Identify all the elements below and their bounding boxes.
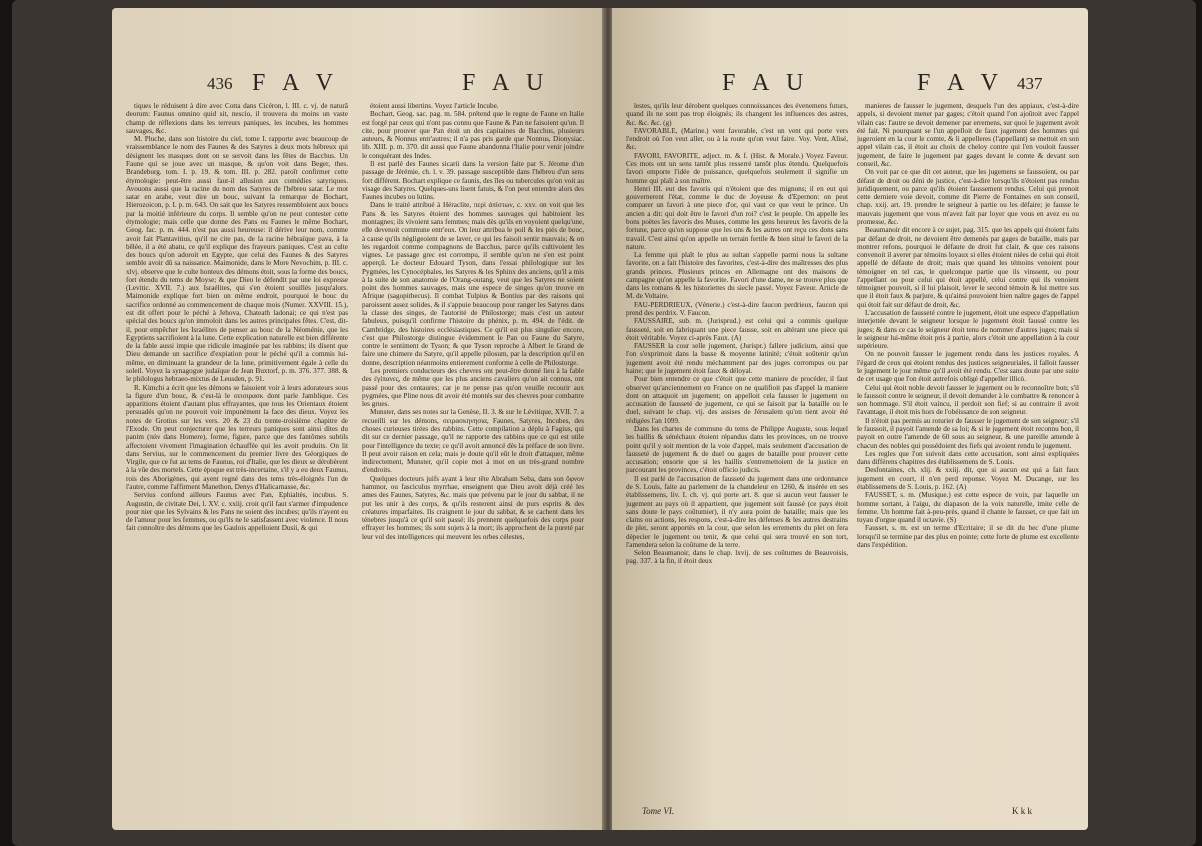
right-page-column-1 [626, 102, 848, 802]
left-page-column-2 [362, 102, 584, 802]
paragraph: Henri III. eut des favoris qui n'étoient que des mignons; il en eut qui gouvernerent l'état, comme le duc de Joyeuse & d'Epernon: on peut comparer un favori à une piece d'or, qui vaut ce que veut le prince. Un ancien a dit: qui doit être le favori d'un roi? c'est le peuple. On appelle les bons poëtes les favoris des Muses, comme les gens heureux les favoris de la fortune, parce qu'on suppose que les uns & les autres ont reçu ces dons sans travail. C'est ainsi qu'on appelle un terrain fertile & bien situé le favori de la nature. [626, 184, 848, 251]
running-head-right-column: F A U [462, 70, 550, 96]
paragraph: manieres de fausser le jugement, desquels l'un des appiaux, c'est-à-dire appels, si devoient mener par gages; c'étoit quand l'on ajoûtoit avec l'appel vilain cas: l'autre se devoit demener par erremens, sur quoi le jugement avoit été fait. Ni pourquant se l'un appelloit de faux jugement des hommes qui jugeroient en la cour le comte, & li appelleres (l'appellant) se mettoit en son appel vilain cas, il étoit au choix de cheloy contre qui l'en vouloit fausser jugement, de faire le jugement par gages devant le comte & devant son conseil, &c. [857, 102, 1079, 168]
paragraph: Dans les chartes de commune du tems de Philippe Auguste, sous lequel les baillis & sénéchaux étoient répandus dans les provinces, on ne trouve point qu'il y soit mention de la voie d'appel, mais seulement d'accusation de fausseté de jugement & de duel ou gages de bataille pour prouver cette accusation; ensorte que si les baillis s'entremettoient de la justice en parcourant les provinces, c'étoit officio judicis. [626, 424, 848, 475]
paragraph: Bochart, Geog. sac. pag. m. 584. prétend que le regne de Faune en Italie est forgé par ceux qui n'ont pas connu que Faune & Pan ne faisoient qu'un. Il cite, pour prouver que Pan étoit un des capitaines de Bacchus, plusieurs auteurs, & Nonnus entr'autres; il n'a pas pris garde que Nonnus, Dionysiac. lib. XIII. p. m. 370. dit aussi que Faune abandonna l'Italie pour venir joindre le conquérant des Indes. [362, 110, 584, 160]
paragraph: Les premiers conducteurs des chevres ont peut-être donné lieu à la fable des ἐγίπανες, de même que les plus anciens cavaliers qu'on ait connus, ont passé pour des centaures; car je ne pense pas qu'on veuille recourir aux pygmées, que Pline nous dit avoir été montés sur des chevres pour combattre les grues. [362, 367, 584, 409]
paragraph: étoient aussi libertins. Voyez l'article Incube. [370, 102, 499, 110]
paragraph: M. Pluche, dans son histoire du ciel, tome I. rapporte avec beaucoup de vraissemblance le nom des Faunes & des Satyres à deux mots hébreux qui désignent les masques dont on se servoit dans les fêtes de Bacchus. Un Faune qui se joue avec un masque, & qu'on voit dans Beger, thes. Brandeburg. tom. I. p. 19. & tom. III. p. 282. paroît confirmer cette étymologie: peut-être aussi faut-il allusion aux comédies satyriques. Avouons aussi que la racine du nom des Satyres de l'hébreu satar. Le mot satar en arabe, veut dire un bouc, suivant la remarque de Bochart, Hierozoicon, p. I. p. m. 643. On sait que les Satyres ressembloient aux boucs par la moitié inférieure du corps. Il semble qu'on ne peut contester cette étymologie; mais celle que donne des Pans ou Faunes le même Bochart, Geog. fac. p. m. 444. n'est pas aussi heureuse: il dérive leur nom, comme avoit fait Plantavitius, qu'il ne cite pas, de la racine hébraïque pava, à la bêlée, il a été abatu, ce qu'il explique des frayeurs paniques. C'est au culte des boucs qu'on adoroit en Egypte, que celui des Faunes & des Satyres semble avoir dû sa naissance. Maimonide, dans le More Nevochim, p. III. c. xlvj. observe que le culte honteux des démons étoit, sous la forme des boucs, fort étendu du tems de Moyse; & que Dieu le défendit par une loi expresse (Levitic. XVII. 7.) aux Israélites, qui s'en étoient souillés jusqu'alors. Maimonide explique fort bien un même endroit, pourquoi le bouc du sacrifice ordonné au commencement de chaque mois (Numer. XXVIII. 15.), est dit offert pour le péché à Jehova, Chateath ladonai; ce qui n'est pas spécial des boucs qu'on immoloit dans les autres principales fêtes. C'est, dit-il, pour empêcher les Israélites de penser au bouc de la Néoménie, que les Egyptiens sacrifioient à la lune. Cette explication naturelle est bien différente de la fable aussi impie que ridicule imaginée par les rabbins; ils disent que Dieu demande un sacrifice d'expiation pour le péché qu'il a commis lui-même, en diminuant la grandeur de la lune, primitivement égale à celle du soleil. Voyez la synagogue judaïque de Jean Buxtorf, p. m. 376. 377. 388. & le philologus hebraeo-mixtus de Leusden, p. 91. [126, 135, 348, 384]
page-number-right: 437 [1017, 74, 1043, 93]
paragraph: FAUSSAIRE, sub. m. (Jurisprud.) est celui qui a commis quelque fausseté, soit en fabriquant une piece fausse, soit en altérant une piece qui étoit véritable. Voyez ci-après Faux. (A) [626, 317, 848, 342]
page-number-left: 436 [207, 74, 233, 93]
paragraph: FAVORABLE, (Marine.) vent favorable, c'est un vent qui porte vers l'endroit où l'on veut aller, ou à la route qu'on veut faire. Voy. Vent, Alisé, &c. [626, 126, 848, 152]
paragraph: La femme qui plaît le plus au sultan s'appelle parmi nous la sultane favorite, on a fait l'histoire des favorites, c'est-à-dire des maîtresses des plus grands princes. Plusieurs princes en Allemagne ont des maisons de campagne qu'on appelle la favorite. Favori d'une dame, ne se trouve plus que dans les romans & les historiettes du siecle passé. Voyez Faveur. Article de M. de Voltaire. [626, 251, 848, 301]
paragraph: Il n'étoit pas permis au roturier de fausser le jugement de son seigneur; s'il le faussoit, il payoit l'amende de sa loi; & si le jugement étoit reconnu bon, il payoit en outre l'amende de 60 sous au seigneur, & une pareille amende à chacun des nobles qui possédoient des fiefs qui avoient rendu le jugement. [857, 416, 1079, 450]
paragraph: FAUSSER la cour selle jugement, (Jurispr.) fallere judicium, ainsi que l'on s'exprimoit dans la basse & moyenne latinité; c'étoit soûtenir qu'un jugement avoit été rendu méchamment par des juges corrompus ou par haine; que le jugement étoit faux & déloyal. [626, 342, 848, 375]
running-head-left-column: F A V [252, 70, 339, 96]
paragraph: On ne pouvoit fausser le jugement rendu dans les justices royales. A l'égard de ceux qui étoient rendus des justices seigneuriales, il falloit fausser le jugement le jour même qu'il avoit été rendu. C'est sans doute par une suite de cet usage que l'on étoit autrefois obligé d'appeller illicò. [857, 350, 1079, 384]
paragraph: On voit par ce que dit cet auteur, que les jugemens se faussoient, ou par défaut de droit ou déni de justice, c'est-à-dire lorsqu'ils n'étoient pas rendus juridiquement, ou parce qu'ils étoient faussement rendus. Celui qui prenoit cette derniere voie devoit, comme dit Pierre de Fontaines en son conseil, chap. xxij. art. 19. prendre le seigneur à partie ou les défaire; je fausse le mauvais jugement que vous m'avez fait par loyer que vous en avez eu ou promesse, &c. [857, 168, 1079, 226]
paragraph: FAVORI, FAVORITE, adject. m. & f. (Hist. & Morale.) Voyez Faveur. Ces mots ont un sens tantôt plus resserré tantôt plus étendu. Quelquefois favori emporte l'idée de puissance, quelquefois seulement il signifie un homme qui plaît à son maître. [626, 151, 848, 185]
running-head-right-column: F A V [917, 70, 1004, 96]
book-spread [12, 0, 1196, 846]
paragraph: Beaumanoir dit encore à ce sujet, pag. 315. que les appels qui étoient faits par défaut de droit, ne devoient être demenés par gages de bataille, mais par montrer refons, pourquoi le défaute de droit fut clair, & que ces raisons convenoit il averer par témoins loyaux si elles étoient niées de celui qui étoit appellé de défaute de droit; mais que quand les témoins venoient pour témoigner en tel cas, le quelconque partie que ils vinssent, ou pour l'appellant ou pour celui qui étoit appellé, celui contre qui ils venoient témoigner pouvoit, si il lui plaisoit, lever le second témoin & lui mettre sus que il étoit faux & parjure, & qu'ainsi pouvoient bien naître gages de l'appel qui étoit fait sur défaut de droit, &c. [857, 226, 1079, 309]
paragraph: FAU-PERDRIEUX, (Vénerie.) c'est-à-dire faucon perdrieux, faucon qui prend des perdrix. V. Faucon. [626, 300, 848, 318]
left-page-column-1 [126, 102, 348, 802]
paragraph: Fausset, s. m. est un terme d'Ecritaire; il se dit du bec d'une plume lorsqu'il se termine par des plus en pointe; cette forte de plume est excellente dans l'expédition. [857, 524, 1079, 549]
paragraph: FAUSSET, s. m. (Musique.) est cette espece de voix, par laquelle un homme sortant, à l'aigu, du diapason de la voix naturelle, imite celle de femme. Un homme fait à-peu-près, quand il chante le fausset, ce que fait un tuyau d'orgue quand il octavie. (S) [857, 491, 1079, 525]
paragraph: Selon Beaumanoir, dans le chap. lxvij. de ses coûtumes de Beauvoisis, pag. 337. à la fin, il étoit deux [626, 549, 848, 566]
volume-footer: Tome VI. [642, 806, 675, 816]
paragraph: Les regles que l'on suivoit dans cette accusation, sont ainsi expliquées dans différens chapitres des établissemens de S. Louis. [857, 449, 1079, 467]
paragraph: R. Kimchi a écrit que les démons se faisoient voir à leurs adorateurs sous la figure d'un bouc, & c'est-là le σεισιρασκ dont parle Jamblique. Ces apparitions étoient d'autant plus effrayantes, que tous les Orientaux étoient persuadés qu'on ne pouvoit voir impunément la face des dieux. Voyez les notes de Grotius sur les vers. 20 & 23 du trente-troisième chapitre de l'Exode. On peut conjecturer que les terreurs paniques sont ainsi dites du panim (πάν dans Homere), forme, figure, parce que des fantômes subtils affectoient vivement l'imagination échauffée qui les avoit produits. On lit dans Servius, sur le commencement du premier livre des Géorgiques de Virgile, que ce fut au tems de Faunus, roi d'Italie, que les dieux se dérobèrent à la vûe des mortels. Cette époque est très-incertaine, s'il y a eu deux Faunus, rois des Aborigènes, qui ayent regné dans des tems très-éloignés l'un de l'autre, comme l'affirment Manethon, Denys d'Halicarnasse, &c. [126, 383, 348, 491]
signature-mark: K k k [1012, 806, 1032, 816]
left-page [112, 8, 604, 830]
paragraph: lestes, qu'ils leur dérobent quelques connoissances des évenemens futurs, quand ils ne sont pas trop éloignés; ils changent les influences des astres, &c. &c. &c. (g) [626, 102, 848, 127]
paragraph: Quelques docteurs juifs ayant à leur tête Abraham Seba, dans son ὄφνον hammor, ou fasciculus myrrhae, enseignent que Dieu avoit déjà créé les ames des Faunes, Satyres, &c. mais que prévenu par le jour du sabbat, il ne put les unir à des corps, & qu'ils resterent ainsi de purs esprits & des créatures imparfaites. Ils craignent le jour du sabbat, & se cachent dans les ténebres jusqu'à ce qu'il soit passé; ils prennent quelquefois des corps pour effrayer les hommes; ils sont sujets à la mort; ils approchent de la pureté par leur vol des intelligences qui meuvent les orbes célestes, [362, 474, 584, 541]
paragraph: Munster, dans ses notes sur la Genèse, II. 3. & sur le Lévitique, XVII. 7. a recueilli sur les démons, σειρασκηνησια, Faunes, Satyres, Incubes, des choses curieuses tirées des rabbins. Cette compilation a déplu à Fagius, qui dit sur ce dernier passage, qu'il ne rapporte des rabbins que ce qui est utile pour l'intelligence du texte; ce qu'il avoit annoncé dès la préface de son livre. Il peut avoir raison en cela; mais je doute qu'il eût le droit d'attaquer, même indirectement, Munster, qu'il copie mot à mot en un très-grand nombre d'endroits. [362, 408, 584, 475]
paragraph: Il est parlé des Faunes sicarii dans la version faite par S. Jérome d'un passage de Jérémie, ch. l. v. 39. passage susceptible dans l'hébreu d'un sens fort différent. Bochart explique ce faunis, des îles ou tubercules qu'on voit au visage des Satyres. Quelques-uns lisent fatuis, & l'on peut entendre alors des Faunes incubes ou lutins. [362, 159, 584, 202]
paragraph: tiques le réduisent à dire avec Cotta dans Cicéron, l. III. c. vj. de naturâ deorum: Faunus omnino quid sit, nescio, il trouvera du moins un vaste champ de réflexions dans les terreurs paniques, les incubes, les hommes sauvages, &c. [126, 102, 348, 135]
paragraph: Dans le traité attribué à Héraclite, περὶ ἀπίστων, c. xxv. on voit que les Pans & les Satyres étoient des hommes sauvages qui habitoient les montagnes; ils vivoient sans femmes; mais dès qu'ils en voyoient quelqu'une, elle devenoit commune entr'eux. On leur attribua le poil & les piés de bouc, à cause qu'ils négligeoient de se laver, ce qui les faisoit sentir mauvais; & on les regardoit comme compagnons de Bacchus, parce qu'ils cultivoient les vignes. Le passage grec est corrompu, il semble qu'on ne s'en est point apperçû. Le docteur Edouard Tyson, dans l'essai philologique sur les Pygmées, les Cynocéphales, les Satyres & les Sphinx des anciens, qu'il a mis à la suite de son anatomie de l'Orang-outang, veut que les Satyres ne soient point des hommes sauvages, mais une espece de singes qu'on trouve en Afrique (sagopithecus). Il combat Tulpius & Bontius par des raisons qui paroissent assez solides, & il s'appuie beaucoup pour ranger les Satyres dans la classe des singes, de l'autorité de Philostorge; mais c'est un auteur fabuleux, puisqu'il confirme l'histoire du phénix, p. m. 494. de l'édit. de Cambridge, des histoires ecclésiastiques. Ce qu'il est plus singulier encore, c'est que Philostorge distingue évidemment le Pan ou Faune du Satyre, contre le sentiment de Tyson; & que Tyson reproche à Albert le Grand de faire une chimere du Satyre, qu'il appelle pilosum, par la description qu'il en donne, description néanmoins entierement conforme à celle de Philostorge. [362, 201, 584, 367]
paragraph: Pour bien entendre ce que c'étoit que cette maniere de procéder, il faut observer qu'anciennement en France on ne qualifioit pas d'appel la maniere dont on attaquoit un jugement; on appelloit cela fausser le jugement ou accusation de fausseté de jugement, ce qui se faisoit par la bataille ou le duel, suivant le chap. vij. des assises de Jérusalem qu'on tient avoir été rédigées l'an 1099. [626, 375, 848, 425]
right-page-column-2 [857, 102, 1079, 802]
running-head-left-column: F A U [722, 70, 810, 96]
paragraph: Il est parlé de l'accusation de fausseté du jugement dans une ordonnance de S. Louis, faite au parlement de la chandeleur en 1260, & insérée en ses établissemens, liv. I. ch. vj. qui porte art. 8. que si aucun veut fausser le jugement au pays où il appartient, que jugement soit faussé (ce pays étoit sans doute le pays coûtumier), il n'y aura point de bataille; mais que les clains ou actions, les respons, c'est-à-dire les défenses & les autres destrains de plet, seront apportés en la cour, que selon les errements du plet on fera dépecier le jugement ou tenir, & que celui qui sera trouvé en son tort, l'amendera selon la coûtume de la terre. [626, 474, 848, 549]
right-page [612, 8, 1088, 830]
paragraph: Desfontaines, ch. xlij. & xxiij. dit, que si aucun est qui a fait faux jugement en court, il n'en perd reponse. Voyez M. Ducange, sur les établissemens de S. Louis, p. 162. (A) [857, 466, 1079, 491]
paragraph: L'accusation de fausseté contre le jugement, étoit une espece d'appellation interjettée devant le seigneur lorsque le jugement étoit faussé contre les juges; & dans ce cas le seigneur étoit tenu de nommer d'autres juges; mais si le seigneur lui-même étoit pris à partie, alors c'étoit une appellation à la cour supérieure. [857, 309, 1079, 351]
paragraph: Celui qui étoit noble devoit fausser le jugement ou le reconnoître bon; s'il le faussoit contre le seigneur, il devoit demander à le combattre & renoncer à son hommage. S'il étoit vaincu, il perdoit son fief; si au contraire il avoit l'avantage, il étoit mis hors de l'obéissance de son seigneur. [857, 383, 1079, 417]
paragraph: Servius confond ailleurs Faunus avec Pan, Ephialtès, incubus. S. Augustin, de civitate Dei, l. XV. c. xxiij. croit qu'il faut s'armer d'impudence pour nier que les Sylvains & les Pans ne soient des incubes; qu'ils n'ayent eu de l'amour pour les femmes, ou qu'ils ne le satisfassent avec violence. Il nous fait connoître des démons que les Gaulois appelloient Dusii, & qui [126, 491, 348, 533]
